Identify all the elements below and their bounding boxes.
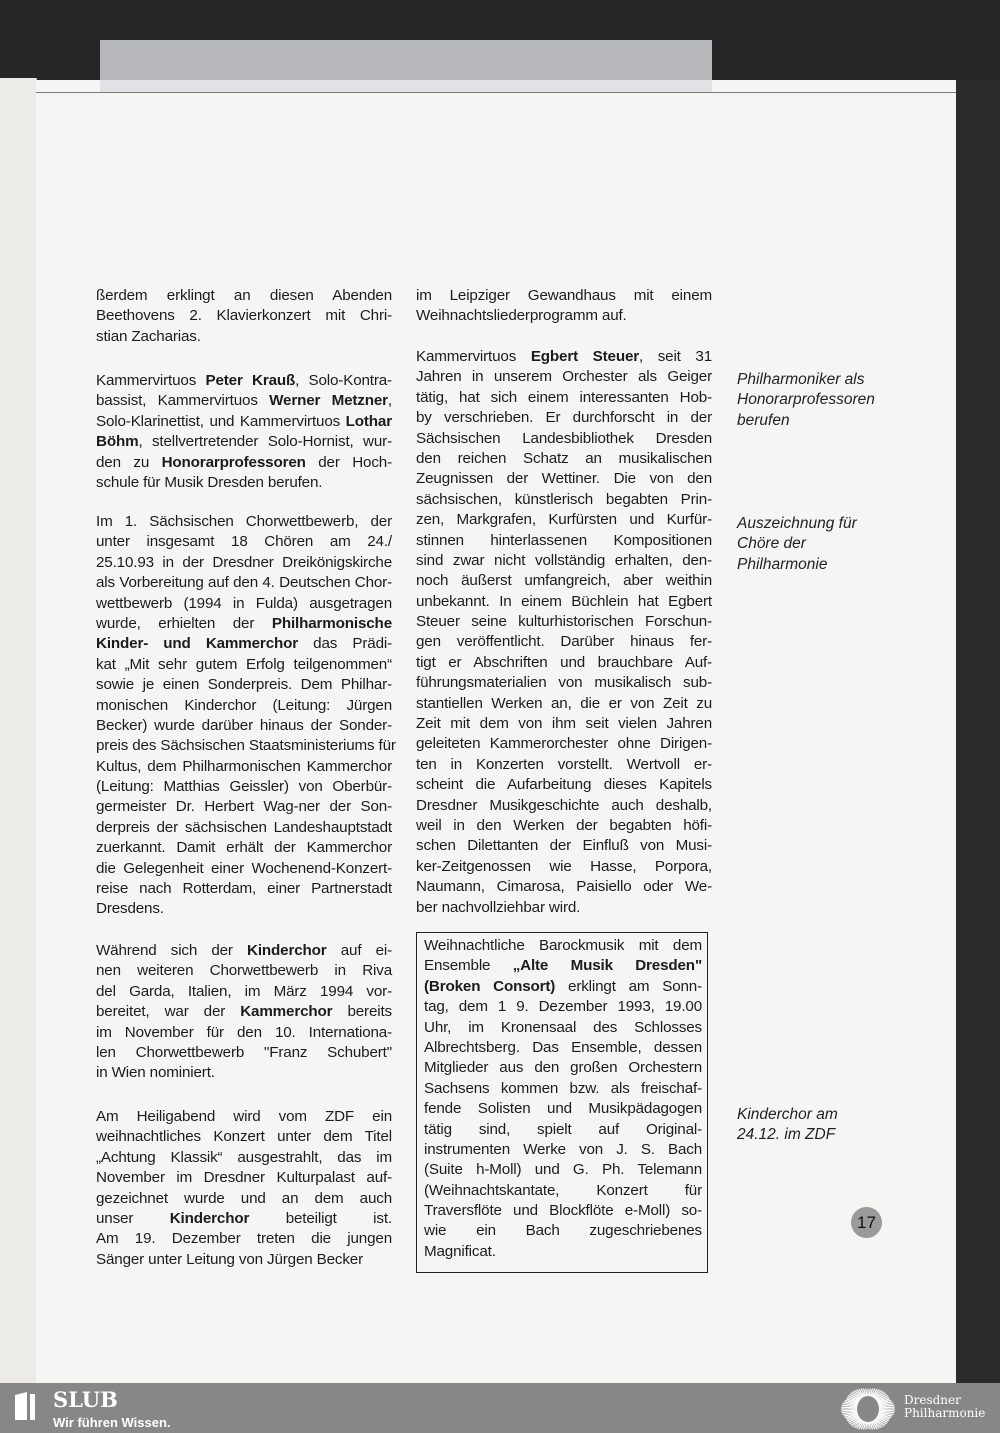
text-line bbox=[96, 473, 392, 493]
text: wurde, erhielten der bbox=[96, 614, 272, 632]
text: , Solo-Kontra- bbox=[295, 372, 392, 389]
bold-text: Böhm bbox=[96, 433, 139, 451]
text: gen veröffentlicht. Darüber hinaus fer- bbox=[416, 633, 712, 651]
text: in Wien nominiert. bbox=[96, 1064, 215, 1082]
text-line bbox=[416, 429, 712, 449]
text: Weihnachtsliederprogramm auf. bbox=[416, 307, 627, 325]
text-line bbox=[96, 1189, 392, 1209]
text: das Prädi- bbox=[298, 635, 392, 653]
paragraph bbox=[96, 512, 396, 920]
text-line bbox=[96, 818, 392, 838]
text-line bbox=[416, 551, 712, 571]
paragraph bbox=[96, 941, 392, 1084]
text-line bbox=[96, 941, 392, 961]
note-line: berufen bbox=[737, 411, 790, 429]
text-line bbox=[416, 816, 712, 836]
text: Dresdens. bbox=[96, 900, 164, 918]
text-line bbox=[416, 653, 712, 673]
text-line bbox=[96, 1107, 392, 1127]
text-line bbox=[96, 634, 392, 654]
text-line bbox=[96, 899, 392, 919]
text-line bbox=[424, 1058, 702, 1078]
text: sind zwar nicht vollständig erhalten, den- bbox=[416, 551, 712, 569]
text: (Leitung: Matthias Geissler) von Oberbür- bbox=[96, 778, 392, 796]
bold-text: Peter Krauß bbox=[205, 372, 296, 389]
text: Kammervirtuos bbox=[96, 372, 206, 389]
text: stinnen hinterlassenen Kompositionen bbox=[416, 531, 712, 549]
text: Im 1. Sächsischen Chorwettbewerb, der bbox=[96, 513, 392, 530]
text-line bbox=[96, 1002, 392, 1022]
page-number: 17 bbox=[851, 1207, 882, 1238]
note-line: Philharmonie bbox=[737, 555, 828, 573]
text: Magnificat. bbox=[424, 1242, 496, 1260]
text: Ensemble bbox=[424, 957, 513, 975]
bold-text: Kammerchor bbox=[240, 1003, 333, 1021]
text: stian Zacharias. bbox=[96, 327, 201, 345]
paragraph bbox=[96, 1107, 392, 1270]
paragraph bbox=[96, 371, 392, 493]
text: unser bbox=[96, 1209, 170, 1227]
text: tätig sind, spielt auf Original- bbox=[424, 1120, 702, 1138]
text-line bbox=[96, 1229, 392, 1249]
text: unter insgesamt 18 Chören am 24./ bbox=[96, 533, 392, 551]
text: unbekannt. In einem Büchlein hat Egbert bbox=[416, 592, 712, 610]
text-line bbox=[424, 1099, 702, 1119]
text-line bbox=[96, 306, 392, 326]
text: , bbox=[387, 392, 392, 410]
text: nen weiteren Chorwettbewerb in Riva bbox=[96, 962, 392, 980]
text-line bbox=[416, 388, 712, 408]
text: len Chorwettbewerb "Franz Schubert" bbox=[96, 1043, 392, 1061]
text: den reichen Schatz an musikalischen bbox=[416, 449, 712, 467]
text-line bbox=[416, 714, 712, 734]
text-line bbox=[424, 997, 702, 1017]
note-line: Chöre der bbox=[737, 535, 806, 553]
text-line bbox=[416, 449, 712, 469]
text-line bbox=[96, 655, 392, 675]
text: ber nachvollziehbar wird. bbox=[416, 898, 581, 916]
text-line bbox=[416, 408, 712, 428]
philharmonie-logo-text bbox=[904, 1394, 985, 1420]
text: Dresdner Musikgeschichte auch deshalb, bbox=[416, 796, 712, 814]
text-line bbox=[96, 1043, 392, 1063]
text-line bbox=[96, 859, 392, 879]
note-line: Auszeichnung für bbox=[737, 515, 857, 532]
text: gezeichnet wurde und an dem auch bbox=[96, 1189, 392, 1207]
text: , seit 31 bbox=[639, 348, 712, 365]
bold-text: Lothar bbox=[345, 412, 392, 430]
text-line bbox=[96, 736, 396, 756]
text-line bbox=[96, 961, 392, 981]
text: bassist, Kammervirtuos bbox=[96, 392, 270, 410]
text-line bbox=[416, 531, 712, 551]
text: der Hoch- bbox=[305, 453, 392, 471]
text-line bbox=[416, 592, 712, 612]
text-line bbox=[96, 286, 392, 306]
text-line bbox=[424, 1038, 702, 1058]
slub-book-icon bbox=[13, 1391, 37, 1421]
text-line bbox=[424, 1140, 702, 1160]
text-line bbox=[416, 734, 712, 754]
text-line bbox=[416, 571, 712, 591]
slub-tagline: Wir führen Wissen. bbox=[53, 1415, 171, 1430]
text-line bbox=[96, 1148, 392, 1168]
text: sächsischen, künstlerisch begabten Prin- bbox=[416, 490, 712, 508]
text-line bbox=[416, 632, 712, 652]
text-line bbox=[416, 694, 712, 714]
facing-page-edge bbox=[0, 78, 37, 1383]
text: Sachsens kommen bzw. als freischaf- bbox=[424, 1079, 702, 1097]
text: beteiligt ist. bbox=[249, 1209, 392, 1227]
text-line bbox=[424, 1221, 702, 1241]
bold-text: Honorarprofessoren bbox=[161, 453, 306, 471]
text-line bbox=[96, 675, 392, 695]
text-line bbox=[416, 877, 712, 897]
text: als Vorbereitung auf den 4. Deutschen Chor- bbox=[96, 574, 392, 592]
text: tigt er Abschriften und brauchbare Auf- bbox=[416, 653, 712, 671]
text: Weihnachtliche Barockmusik mit dem bbox=[424, 937, 702, 954]
text: wie ein Bach zugeschriebenes bbox=[424, 1222, 702, 1240]
slub-logo-text: SLUB bbox=[53, 1387, 118, 1412]
header-band bbox=[100, 40, 712, 92]
text-line bbox=[416, 898, 712, 918]
text: schule für Musik Dresden berufen. bbox=[96, 473, 323, 491]
margin-note-zdf bbox=[737, 1105, 937, 1146]
paragraph bbox=[424, 936, 702, 1262]
paragraph bbox=[416, 347, 712, 918]
text: stantiellen Werken an, die er von Zeit zu bbox=[416, 694, 712, 712]
paragraph bbox=[416, 286, 712, 327]
philharmonie-logo-icon bbox=[840, 1388, 896, 1430]
text-line bbox=[96, 391, 392, 411]
text-line bbox=[416, 612, 712, 632]
text-line bbox=[416, 469, 712, 489]
text: , stellvertretender Solo-Hornist, wur- bbox=[138, 433, 392, 451]
bold-text: (Broken Consort) bbox=[424, 977, 556, 995]
text: Kammervirtuos bbox=[416, 348, 531, 365]
text-line bbox=[96, 453, 392, 473]
note-line: Philharmoniker als bbox=[737, 371, 865, 388]
text: scheint die Aufarbeitung dieses Kapitels bbox=[416, 776, 712, 794]
text: weihnachtliches Konzert unter dem Titel bbox=[96, 1128, 392, 1146]
text-line bbox=[96, 1023, 392, 1043]
text: Steuer seine kulturhistorischen Forschun- bbox=[416, 613, 712, 631]
text-line bbox=[416, 510, 712, 530]
text-line bbox=[96, 797, 392, 817]
text-line bbox=[416, 347, 712, 367]
text: weil in den Werken der begabten höfi- bbox=[416, 816, 712, 834]
text: Am Heiligabend wird vom ZDF ein bbox=[96, 1108, 392, 1125]
text: bereits bbox=[332, 1003, 392, 1021]
text: bereitet, war der bbox=[96, 1003, 241, 1021]
bold-text: „Alte Musik Dresden" bbox=[512, 957, 702, 975]
text: (Suite h-Moll) und G. Ph. Telemann bbox=[424, 1161, 702, 1179]
text-line bbox=[96, 1209, 392, 1229]
text: den zu bbox=[96, 453, 162, 471]
text: wettbewerb (1994 in Fulda) ausgetragen bbox=[96, 594, 392, 612]
text: ker-Zeitgenossen wie Hasse, Porpora, bbox=[416, 857, 712, 875]
text-line bbox=[96, 1063, 392, 1083]
bold-text: Werner Metzner bbox=[269, 392, 388, 410]
text-line bbox=[96, 757, 392, 777]
bold-text: Philharmonische bbox=[271, 614, 392, 632]
text-line bbox=[96, 838, 392, 858]
bold-text: Kinderchor bbox=[247, 942, 327, 959]
text: del Garda, Italien, im März 1994 vor- bbox=[96, 982, 392, 1000]
text: die Gelegenheit einer Wochenend-Konzert- bbox=[96, 859, 392, 877]
header-rule bbox=[36, 92, 956, 93]
text: derpreis der sächsischen Landeshauptstadt bbox=[96, 818, 392, 836]
text: monischen Kinderchor (Leitung: Jürgen bbox=[96, 696, 392, 714]
text: Sächsischen Landesbibliothek Dresden bbox=[416, 429, 712, 447]
text: reise nach Rotterdam, einer Partnerstadt bbox=[96, 880, 392, 898]
text: führungsmaterialien von musikalisch sub- bbox=[416, 674, 712, 692]
text-line bbox=[416, 857, 712, 877]
text-line bbox=[96, 777, 392, 797]
text-line bbox=[96, 1250, 392, 1270]
text-line bbox=[96, 532, 392, 552]
text: zuerkannt. Damit erhält der Kammerchor bbox=[96, 839, 392, 857]
text: schen Dilettanten der Einfluß von Musi- bbox=[416, 837, 712, 855]
text: Sänger unter Leitung von Jürgen Becker bbox=[96, 1250, 364, 1268]
text: Beethovens 2. Klavierkonzert mit Chri- bbox=[96, 307, 392, 325]
text: fende Solisten und Musikpädagogen bbox=[424, 1100, 702, 1118]
logo-line: Dresdner bbox=[904, 1393, 961, 1407]
bold-text: Kinderchor bbox=[169, 1209, 250, 1227]
text: Naumann, Cimarosa, Paisiello oder We- bbox=[416, 878, 712, 896]
text-line bbox=[96, 553, 392, 573]
text: auf ei- bbox=[326, 942, 392, 959]
text-line bbox=[96, 512, 392, 532]
text-line bbox=[424, 956, 702, 976]
text-line bbox=[96, 594, 392, 614]
text: Albrechtsberg. Das Ensemble, dessen bbox=[424, 1038, 702, 1056]
text-line bbox=[96, 696, 392, 716]
paragraph bbox=[96, 286, 392, 347]
text-line bbox=[96, 432, 392, 452]
note-line: 24.12. im ZDF bbox=[737, 1126, 836, 1144]
text: „Achtung Klassik“ ausgestrahlt, das im bbox=[96, 1148, 392, 1166]
text-line bbox=[416, 755, 712, 775]
text-line bbox=[416, 490, 712, 510]
text: germeister Dr. Herbert Wag-ner der Son- bbox=[96, 798, 392, 816]
text-line bbox=[416, 836, 712, 856]
text: Zeit mit dem von ihm seit vielen Jahren bbox=[416, 715, 712, 733]
text-line bbox=[96, 982, 392, 1002]
text: November im Dresdner Kulturpalast auf- bbox=[96, 1169, 392, 1187]
margin-note-honorary-professors bbox=[737, 370, 937, 431]
text: 25.10.93 in der Dresdner Dreikönigskirche bbox=[96, 553, 392, 571]
text-line bbox=[424, 977, 702, 997]
text: tag, dem 1 9. Dezember 1993, 19.00 bbox=[424, 998, 702, 1016]
text: instrumenten Werke von J. S. Bach bbox=[424, 1140, 702, 1158]
text: Zeugnissen der Wettiner. Die von den bbox=[416, 470, 712, 488]
text-line bbox=[416, 796, 712, 816]
text-line bbox=[96, 879, 392, 899]
text-line bbox=[96, 371, 392, 391]
text-line bbox=[96, 327, 392, 347]
text-line bbox=[96, 1168, 392, 1188]
text: zen, Markgrafen, Kurfürsten und Kurfür- bbox=[416, 511, 712, 529]
margin-note-choir-award bbox=[737, 514, 937, 575]
text: tätig, hat sich einem interessanten Hob- bbox=[416, 388, 712, 406]
text: kat „Mit sehr gutem Erfolg teilgenommen“ bbox=[96, 655, 392, 673]
note-line: Kinderchor am bbox=[737, 1106, 838, 1123]
text-line bbox=[96, 1127, 392, 1147]
text: erklingt am Sonn- bbox=[555, 977, 702, 995]
text: preis des Sächsischen Staatsministeriums für bbox=[96, 737, 396, 755]
text: geleiteten Kammerorchester ohne Dirigen- bbox=[416, 735, 712, 753]
text: Jahren in unserem Orchester als Geiger bbox=[416, 368, 712, 386]
text-line bbox=[424, 1120, 702, 1140]
text-line bbox=[416, 306, 712, 326]
text-line bbox=[424, 1079, 702, 1099]
text-line bbox=[96, 573, 392, 593]
text-line bbox=[96, 614, 392, 634]
footer-bar bbox=[0, 1383, 1000, 1433]
note-line: Honorarprofessoren bbox=[737, 391, 875, 409]
text: (Weihnachtskantate, Konzert für bbox=[424, 1181, 702, 1199]
text: ten in Konzerten vorstellt. Wertvoll er- bbox=[416, 755, 712, 773]
text-line bbox=[424, 1018, 702, 1038]
text-line bbox=[416, 367, 712, 387]
text: sowie je einen Sonderpreis. Dem Philhar- bbox=[96, 676, 392, 694]
bold-text: Kinder- und Kammerchor bbox=[96, 635, 299, 653]
text: Becker) wurde darüber hinaus der Sonder- bbox=[96, 716, 392, 734]
text-line bbox=[416, 775, 712, 795]
text: im November für den 10. Internationa- bbox=[96, 1023, 392, 1041]
text: Während sich der bbox=[96, 942, 248, 959]
text-line bbox=[424, 936, 702, 956]
text-line bbox=[424, 1181, 702, 1201]
text-line bbox=[96, 716, 392, 736]
text-line bbox=[96, 412, 392, 432]
text: Mitglieder aus den großen Orchestern bbox=[424, 1059, 702, 1077]
text: Uhr, im Kronensaal des Schlosses bbox=[424, 1018, 702, 1036]
bold-text: Egbert Steuer bbox=[530, 348, 640, 365]
logo-line: Philharmonie bbox=[904, 1406, 986, 1420]
text: Solo-Klarinettist, und Kammervirtuos bbox=[96, 412, 346, 430]
text: noch äußerst umfangreich, aber weithin bbox=[416, 572, 712, 590]
text-line bbox=[424, 1201, 702, 1221]
text-line bbox=[424, 1160, 702, 1180]
text-line bbox=[424, 1242, 702, 1262]
text: Traversflöte und Blockflöte e-Moll) so- bbox=[424, 1202, 702, 1220]
text-line bbox=[416, 673, 712, 693]
text: im Leipziger Gewandhaus mit einem bbox=[416, 287, 712, 304]
text: Am 19. Dezember treten die jungen bbox=[96, 1230, 392, 1248]
text: ßerdem erklingt an diesen Abenden bbox=[96, 287, 392, 304]
text: Kultus, dem Philharmonischen Kammerchor bbox=[96, 757, 392, 775]
text-line bbox=[416, 286, 712, 306]
text: by verschrieben. Er durchforscht in der bbox=[416, 409, 712, 427]
